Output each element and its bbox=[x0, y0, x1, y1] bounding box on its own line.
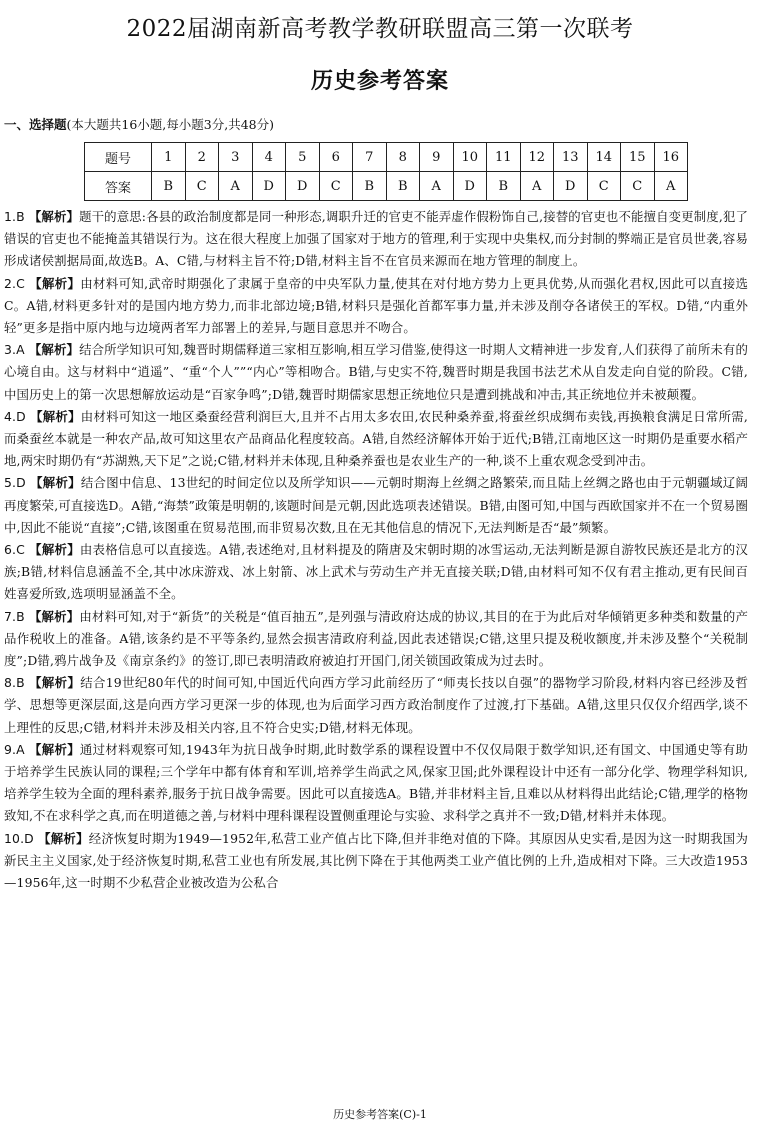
explanation-item bbox=[4, 828, 748, 895]
explanation-item bbox=[4, 406, 748, 473]
exam-title: 2022届湖南新高考教学教研联盟高三第一次联考 bbox=[126, 16, 634, 42]
explanation-text: 经济恢复时期为1949—1952年,私营工业产值占比下降,但并非绝对值的下降。其原因从史实看,是因为这一时期我国为新民主主义国家,处于经济恢复时期,私营工业也有所发展,其比例下降在于其他两类工业产值比例的上升,造成相对下降。三大改造1953—1956年,这一时期不少私营企业被改造为公私合 bbox=[4, 830, 748, 891]
answer-cell: B bbox=[152, 172, 186, 201]
explanation-list bbox=[4, 206, 748, 894]
explanation-text: 结合图中信息、13世纪的时间定位以及所学知识——元朝时期海上丝绸之路繁荣,而且陆上丝绸之路也由于元朝疆域辽阔再度繁荣,可直接选D。A错,“海禁”政策是明朝的,该题时间是元朝,因此选项表述错误。B错,由图可知,中国与西欧国家并不在一个贸易圈中,因此不能说“直接”;C错,该图重在贸易范围,而非贸易次数,且在无其他信息的情况下,无法判断是否“最”频繁。 bbox=[4, 475, 748, 535]
question-number-cell: 8 bbox=[386, 143, 420, 172]
explanation-text: 由材料可知,武帝时期强化了隶属于皇帝的中央军队力量,使其在对付地方势力上更具优势,从而强化君权,因此可以直接选C。A错,材料更多针对的是国内地方势力,而非北部边境;B错,材料只是强化首都军事力量,并未涉及削夺各诸侯王的军权。D错,“内重外轻”更多是指中原内地与边境两者军力部署上的差异,与题目意思并不吻合。 bbox=[4, 275, 748, 336]
answer-cell: D bbox=[453, 172, 487, 201]
answer-table bbox=[84, 142, 688, 201]
answer-cell: C bbox=[621, 172, 655, 201]
section-note: (本大题共16小题,每小题3分,共48分) bbox=[66, 117, 274, 132]
question-number-cell: 6 bbox=[319, 143, 353, 172]
item-answer-number: 6.C bbox=[4, 542, 25, 558]
question-number-cell: 12 bbox=[520, 143, 554, 172]
question-number-cell: 3 bbox=[219, 143, 253, 172]
explanation-text: 由材料可知,对于“新货”的关税是“值百抽五”,是列强与清政府达成的协议,其目的在于为此后对华倾销更多种类和数量的产品作税收上的准备。A错,该条约是不平等条约,显然会损害清政府利益,因此表述错误;C错,这里只提及税收额度,并未涉及整个“关税制度”;D错,鸦片战争及《南京条约》的签订,即已表明清政府被迫打开国门,闭关锁国政策成为过去时。 bbox=[4, 608, 749, 669]
answer-cell: D bbox=[554, 172, 588, 201]
question-number-cell: 2 bbox=[185, 143, 219, 172]
analysis-tag: 【解析】 bbox=[29, 741, 80, 757]
analysis-tag: 【解析】 bbox=[30, 475, 81, 491]
question-number-cell: 4 bbox=[252, 143, 286, 172]
question-number-cell: 1 bbox=[152, 143, 186, 172]
item-answer-number: 4.D bbox=[4, 408, 26, 424]
item-answer-number: 8.B bbox=[4, 675, 25, 691]
question-number-cell: 10 bbox=[453, 143, 487, 172]
answer-cell: B bbox=[487, 172, 521, 201]
analysis-tag: 【解析】 bbox=[29, 675, 81, 691]
question-number-cell: 7 bbox=[353, 143, 387, 172]
explanation-item bbox=[4, 606, 748, 673]
answer-cell: D bbox=[252, 172, 286, 201]
answer-cell: A bbox=[520, 172, 554, 201]
analysis-tag: 【解析】 bbox=[38, 830, 89, 846]
section-label: 一、选择题 bbox=[4, 117, 67, 132]
explanation-item bbox=[4, 539, 748, 606]
explanation-item bbox=[4, 273, 748, 340]
section-heading bbox=[4, 116, 274, 134]
answer-cell: C bbox=[319, 172, 353, 201]
explanation-item bbox=[4, 339, 748, 406]
item-answer-number: 3.A bbox=[4, 342, 25, 358]
answer-cell: A bbox=[420, 172, 454, 201]
analysis-tag: 【解析】 bbox=[29, 275, 81, 291]
item-answer-number: 10.D bbox=[4, 830, 34, 846]
explanation-text: 题干的意思:各县的政治制度都是同一种形态,调职升迁的官吏不能弄虚作假粉饰自己,接替的官吏也不能擅自变更制度,犯了错误的官吏也不能掩盖其错误行为。这在很大程度上加强了国家对于地方的管理,利于实现中央集权,而分封制的弊端正是官员世袭,容易形成诸侯割据局面,故选B。A、C错,与材料主旨不符;D错,材料主旨不在官员来源而在地方管理的制度上。 bbox=[4, 209, 748, 269]
item-answer-number: 9.A bbox=[4, 741, 25, 757]
answer-cell: D bbox=[286, 172, 320, 201]
question-number-cell: 14 bbox=[587, 143, 621, 172]
answer-cell: B bbox=[353, 172, 387, 201]
explanation-text: 由表格信息可以直接选。A错,表述绝对,且材料提及的隋唐及宋朝时期的冰雪运动,无法判断是源自游牧民族还是北方的汉族;B错,材料信息涵盖不全,其中冰床游戏、冰上射箭、冰上武术与劳动生产并无直接关联;D错,由材料可知不仅有君主推动,更有民间百姓喜爱所致,选项明显涵盖不全。 bbox=[4, 542, 749, 602]
explanation-item bbox=[4, 472, 748, 539]
item-answer-number: 1.B bbox=[4, 209, 25, 224]
question-number-cell: 9 bbox=[420, 143, 454, 172]
explanation-text: 结合19世纪80年代的时间可知,中国近代向西方学习此前经历了“师夷长技以自强”的器物学习阶段,材料内容已经涉及哲学、思想等更深层面,这是向西方学习更深一步的体现,也为后面学习西方政治制度作了过渡,打下基础。A错,这里只仅仅介绍西学,谈不上理性的反思;C错,材料并未涉及相关内容,且不符合史实;D错,材料无体现。 bbox=[4, 675, 748, 735]
answer-cell: C bbox=[185, 172, 219, 201]
question-number-cell: 16 bbox=[654, 143, 688, 172]
explanation-text: 通过材料观察可知,1943年为抗日战争时期,此时数学系的课程设置中不仅仅局限于数学知识,还有国文、中国通史等有助于培养学生民族认同的课程;三个学年中都有体育和军训,培养学生尚武之风,保家卫国;此外课程设计中还有一部分化学、物理学科知识,培养学生较为全面的理科素养,服务于抗日战争需要。因此可以直接选A。B错,并非材料主旨,且难以从材料得出此结论;C错,理学的格物致知,不在求科学之真,而在明道德之善,与材料中理科课程设置侧重理论与实验、求科学之真并不一致;D错,材料并未体现。 bbox=[4, 741, 749, 824]
item-answer-number: 2.C bbox=[4, 275, 25, 291]
explanation-item bbox=[4, 739, 748, 828]
analysis-tag: 【解析】 bbox=[28, 342, 80, 358]
explanation-text: 由材料可知这一地区桑蚕经营利润巨大,且并不占用太多农田,农民种桑养蚕,将蚕丝织成绸布卖钱,再换粮食满足日常所需,而桑蚕丝本就是一种农产品,故可知这里农产品商品化程度较高。A错,自然经济解体开始于近代;B错,江南地区这一时期仍是重要水稻产地,两宋时期仍有“苏湖熟,天下足”之说;C错,材料并未体现,且种桑养蚕也是农业生产的一种,谈不上重农观念受到冲击。 bbox=[4, 408, 749, 469]
question-number-cell: 13 bbox=[554, 143, 588, 172]
item-answer-number: 5.D bbox=[4, 475, 26, 491]
answer-cell: C bbox=[587, 172, 621, 201]
question-number-cell: 5 bbox=[286, 143, 320, 172]
analysis-tag: 【解析】 bbox=[29, 542, 80, 558]
page-footer: 历史参考答案(C)-1 bbox=[333, 1108, 427, 1121]
analysis-tag: 【解析】 bbox=[30, 408, 81, 424]
row-label-answer: 答案 bbox=[85, 172, 152, 201]
answer-cell: A bbox=[219, 172, 253, 201]
explanation-text: 结合所学知识可知,魏晋时期儒释道三家相互影响,相互学习借鉴,使得这一时期人文精神进一步发育,人们获得了前所未有的心境自由。这与材料中“逍遥”、“重“个人””“内心”等相吻合。B错,与史实不符,魏晋时期是我国书法艺术从自发走向自觉的阶段。C错,中国历史上的第一次思想解放运动是“百家争鸣”;D错,魏晋时期儒家思想正统地位只是遭到挑战和冲击,其正统地位并未被颠覆。 bbox=[4, 342, 749, 402]
row-label-question: 题号 bbox=[85, 143, 152, 172]
question-number-cell: 15 bbox=[621, 143, 655, 172]
answer-key-title: 历史参考答案 bbox=[310, 68, 449, 94]
question-number-row bbox=[85, 143, 688, 172]
explanation-item bbox=[4, 672, 748, 739]
item-answer-number: 7.B bbox=[4, 608, 25, 624]
analysis-tag: 【解析】 bbox=[28, 608, 80, 624]
question-number-cell: 11 bbox=[487, 143, 521, 172]
answer-row bbox=[85, 172, 688, 201]
explanation-item bbox=[4, 206, 748, 273]
answer-cell: A bbox=[654, 172, 688, 201]
answer-cell: B bbox=[386, 172, 420, 201]
analysis-tag: 【解析】 bbox=[28, 209, 80, 224]
